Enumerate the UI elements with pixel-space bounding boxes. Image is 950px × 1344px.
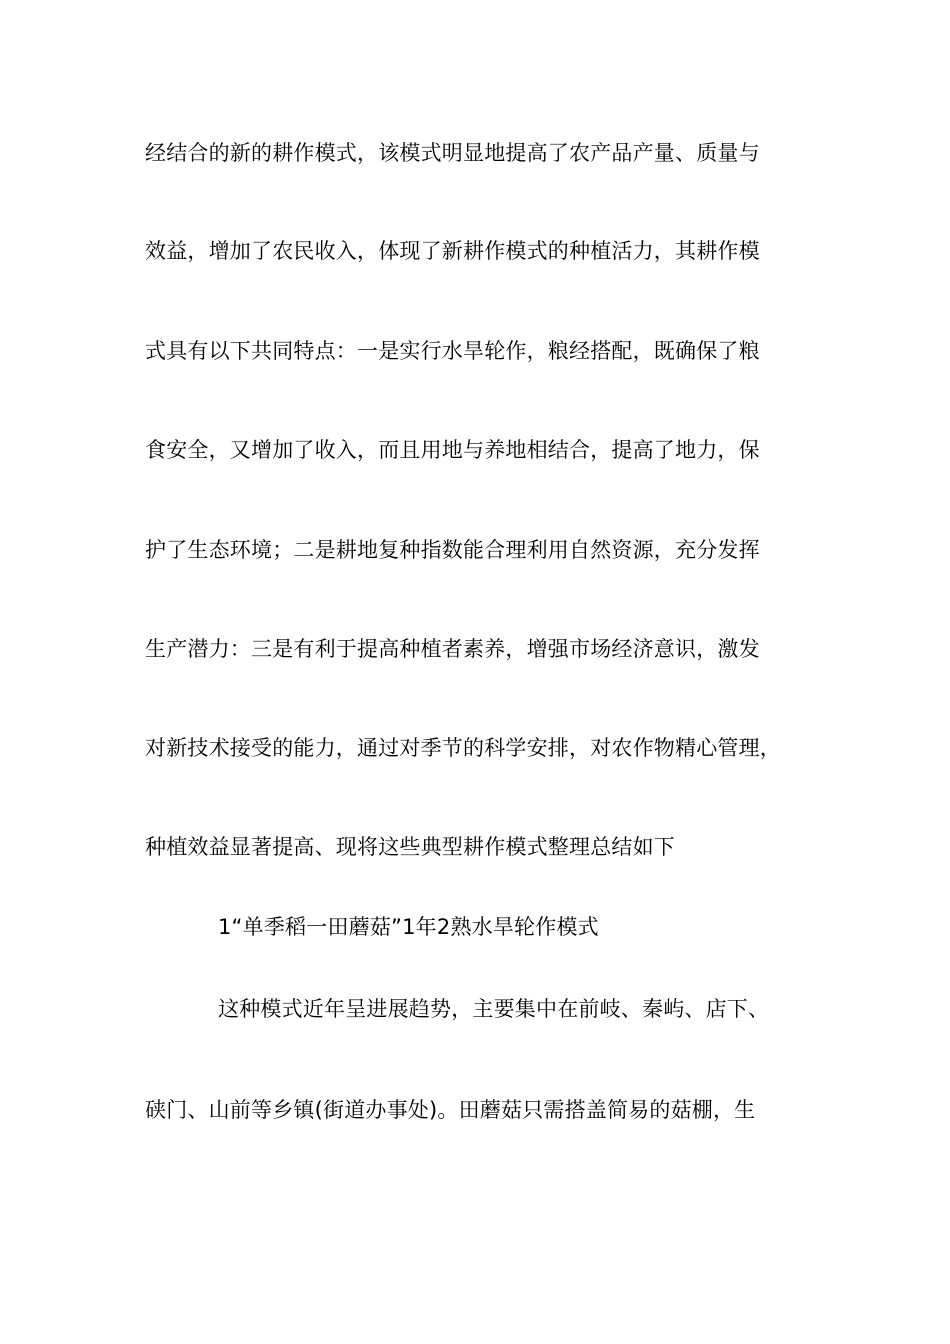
paragraph-line: 食安全，又增加了收入，而且用地与养地相结合，提高了地力，保 xyxy=(145,438,760,462)
paragraph-line: 式具有以下共同特点：一是实行水旱轮作，粮经搭配，既确保了粮 xyxy=(145,339,760,363)
paragraph-line: 经结合的新的耕作模式，该模式明显地提高了农产品产量、质量与 xyxy=(145,141,760,165)
paragraph-line: 硖门、山前等乡镇(街道办事处)。田蘑菇只需搭盖简易的菇棚，生 xyxy=(145,1098,756,1122)
paragraph-line: 对新技术接受的能力，通过对季节的科学安排，对农作物精心管理， xyxy=(145,736,781,760)
paragraph-line: 生产潜力：三是有利于提高种植者素养，增强市场经济意识，激发 xyxy=(145,637,760,661)
paragraph-line: 这种模式近年呈进展趋势，主要集中在前岐、秦屿、店下、 xyxy=(218,997,770,1021)
section-heading: 1“单季稻一田蘑菇”1年2熟水旱轮作模式 xyxy=(218,915,599,939)
paragraph-line: 效益，增加了农民收入，体现了新耕作模式的种植活力，其耕作模 xyxy=(145,239,760,263)
paragraph-line: 护了生态环境；二是耕地复种指数能合理利用自然资源，充分发挥 xyxy=(145,538,760,562)
paragraph-line: 种植效益显著提高、现将这些典型耕作模式整理总结如下 xyxy=(145,835,675,859)
